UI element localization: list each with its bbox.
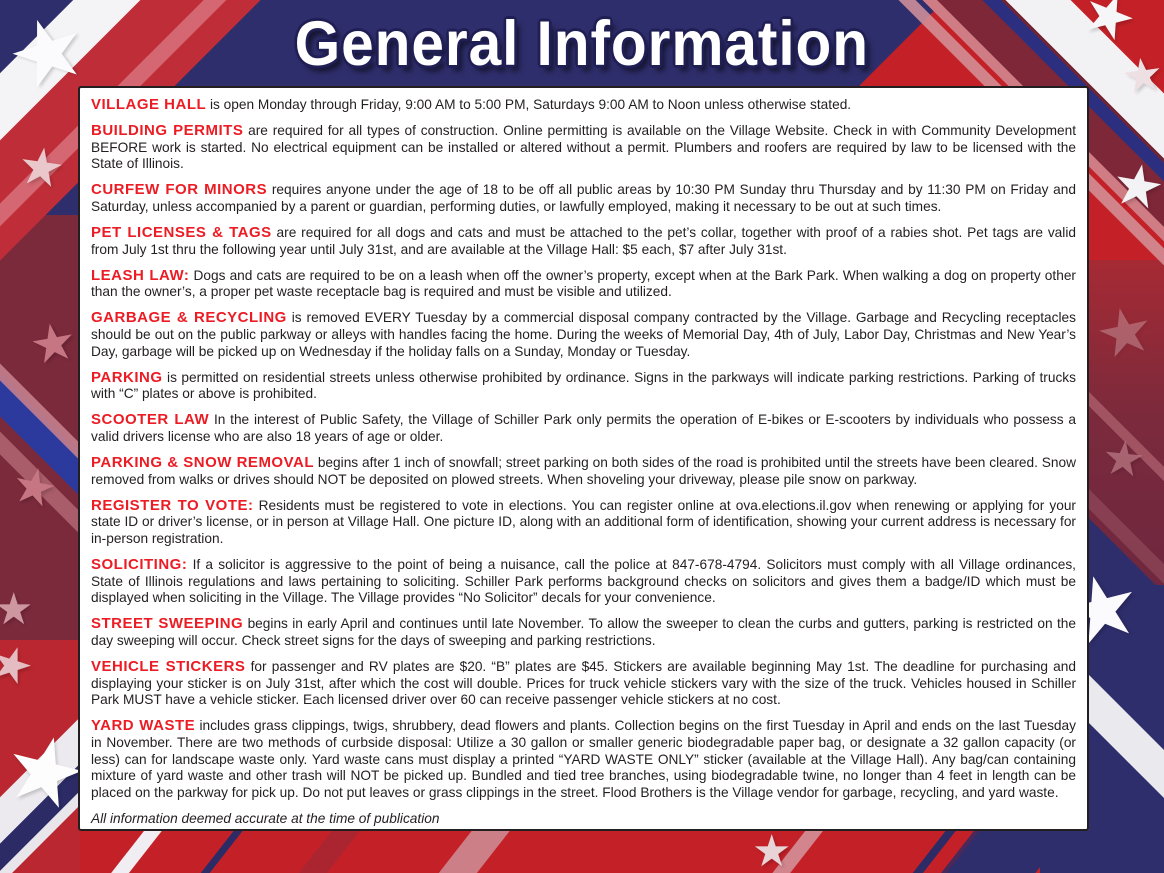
star-icon	[752, 830, 791, 873]
page-title: General Information	[294, 9, 870, 79]
section-text: are required for all dogs and cats and must be attached to the pet’s collar, together with proof of a rabies shot. Pet tags are valid from July 1st thru the following year until July 31st, and are available at the Village Hall: $5 each, $7 after July 31st.	[91, 225, 1076, 257]
info-section	[91, 268, 1076, 301]
section-text: includes grass clippings, twigs, shrubbery, dead flowers and plants. Collection begins on the first Tuesday in April and ends on the last Tuesday in November. There are two methods of curbside disposal: Utilize a 30 gallon or smaller generic biodegradable paper bag, or designate a 32 gallon capacity (or less) can for landscape waste only. Yard waste cans must display a printed “YARD WASTE ONLY” sticker (available at the Village Hall). Any bag/can containing mixture of yard waste and other trash will NOT be picked up. Bundled and tied tree branches, using biodegradable twine, no longer than 4 feet in length can be placed on the parkway for pick up. Do not put leaves or grass clippings in the street. Flood Brothers is the Village vendor for garbage, recycling, and yard waste.	[91, 718, 1076, 800]
section-heading: VILLAGE HALL	[91, 96, 207, 113]
section-heading: LEASH LAW:	[91, 266, 190, 284]
section-heading: SOLICITING:	[91, 556, 188, 574]
info-section	[91, 616, 1076, 649]
star-icon	[0, 588, 33, 632]
section-text: is removed EVERY Tuesday by a commercial disposal company contracted by the Village. Garbage and Recycling receptacles should be out on the public parkway or alleys with handles facing the home. During the weeks of Memorial Day, 4th of July, Labor Day, Christmas and New Year’s Day, garbage will be picked up on Wednesday if the holiday falls on a Sunday, Monday or Tuesday.	[91, 310, 1077, 359]
star-icon	[1107, 154, 1164, 220]
section-heading: SCOOTER LAW	[91, 411, 210, 429]
section-text: begins after 1 inch of snowfall; street parking on both sides of the road is prohibited until the streets have been cleared. Snow removed from walks or drives should NOT be deposited on plowed streets. When shoveling your driveway, please pile snow on parkway.	[91, 455, 1076, 487]
info-section	[91, 310, 1076, 360]
section-text: Dogs and cats are required to be on a leash when off the owner’s property, except when at the Bark Park. When walking a dog on property other than the owner’s, a proper pet waste receptacle bag is required and must be visible and utilized.	[91, 267, 1076, 300]
section-text: requires anyone under the age of 18 to be off all public areas by 10:30 PM Sunday thru Thursday and by 11:30 PM on Friday and Saturday, unless accompanied by a parent or guardian, performing duties, or lawfully employed, making it necessary to be out at such times.	[91, 182, 1076, 214]
info-section	[91, 225, 1076, 258]
info-section	[91, 182, 1076, 215]
section-text: begins in early April and continues until late November. To allow the sweeper to clean the curbs and gutters, parking is restricted on the day sweeping will occur. Check street signs for the days of sweeping and parking restrictions.	[91, 616, 1077, 648]
section-text: is permitted on residential streets unless otherwise prohibited by ordinance. Signs in the parkways will indicate parking restrictions. Parking of trucks with “C” plates or above is prohibited.	[91, 369, 1076, 402]
info-section	[91, 455, 1076, 488]
section-text: is open Monday through Friday, 9:00 AM to 5:00 PM, Saturdays 9:00 AM to Noon unless otherwise stated.	[206, 97, 852, 112]
section-text: In the interest of Public Safety, the Village of Schiller Park only permits the operation of E-bikes or E-scooters by individuals who possess a valid drivers license who are also 18 years of age or older.	[91, 412, 1076, 444]
info-section	[91, 97, 1076, 114]
info-section	[91, 370, 1076, 403]
section-heading: PARKING	[91, 368, 163, 386]
star-icon	[15, 139, 68, 197]
info-box	[78, 86, 1089, 831]
info-section	[91, 412, 1076, 445]
section-heading: PARKING & SNOW REMOVAL	[91, 454, 314, 472]
footer-note: All information deemed accurate at the time of publication	[91, 810, 440, 826]
info-sections	[91, 97, 1076, 801]
section-heading: GARBAGE & RECYCLING	[91, 309, 287, 327]
section-heading: REGISTER TO VOTE:	[91, 496, 254, 514]
info-section	[91, 123, 1076, 173]
section-heading: PET LICENSES & TAGS	[91, 224, 272, 242]
section-text: for passenger and RV plates are $20. “B” plates are $45. Stickers are available beginning May 1st. The deadline for purchasing and displaying your sticker is on July 31st, after which the cost will double. Prices for truck vehicle stickers vary with the size of the truck. Vehicles housed in Schiller Park MUST have a vehicle sticker. Each licensed driver over 60 can receive passenger vehicle stickers at no cost.	[91, 659, 1076, 708]
info-section	[91, 498, 1076, 548]
section-text: If a solicitor is aggressive to the point of being a nuisance, call the police at 847-678-4794. Solicitors must comply with all Village ordinances, State of Illinois regulations and laws pertaining to soliciting. Schiller Park performs background checks on solicitors and gives them a badge/ID which must be displayed when soliciting in the Village. The Village provides “No Solicitor” decals for your convenience.	[91, 557, 1076, 606]
section-heading: VEHICLE STICKERS	[91, 658, 246, 676]
info-section	[91, 718, 1076, 801]
star-icon	[26, 314, 81, 373]
section-text: are required for all types of construction. Online permitting is available on the Village Website. Check in with Community Development BEFORE work is started. No electrical equipment can be installed or altered without a permit. Plumbers and roofers are required by law to be licensed with the State of Illinois.	[91, 123, 1076, 172]
section-text: Residents must be registered to vote in elections. You can register online at ova.elections.il.gov when renewing or applying for your state ID or driver’s license, or in person at Village Hall. One picture ID, along with an additional form of identification, showing your current address is necessary for in-person registration.	[91, 497, 1076, 546]
section-heading: STREET SWEEPING	[91, 615, 244, 633]
star-icon	[1100, 434, 1148, 486]
section-heading: BUILDING PERMITS	[91, 122, 244, 140]
section-heading: CURFEW FOR MINORS	[91, 181, 268, 199]
info-section	[91, 659, 1076, 709]
section-heading: YARD WASTE	[91, 717, 196, 735]
info-section	[91, 557, 1076, 607]
